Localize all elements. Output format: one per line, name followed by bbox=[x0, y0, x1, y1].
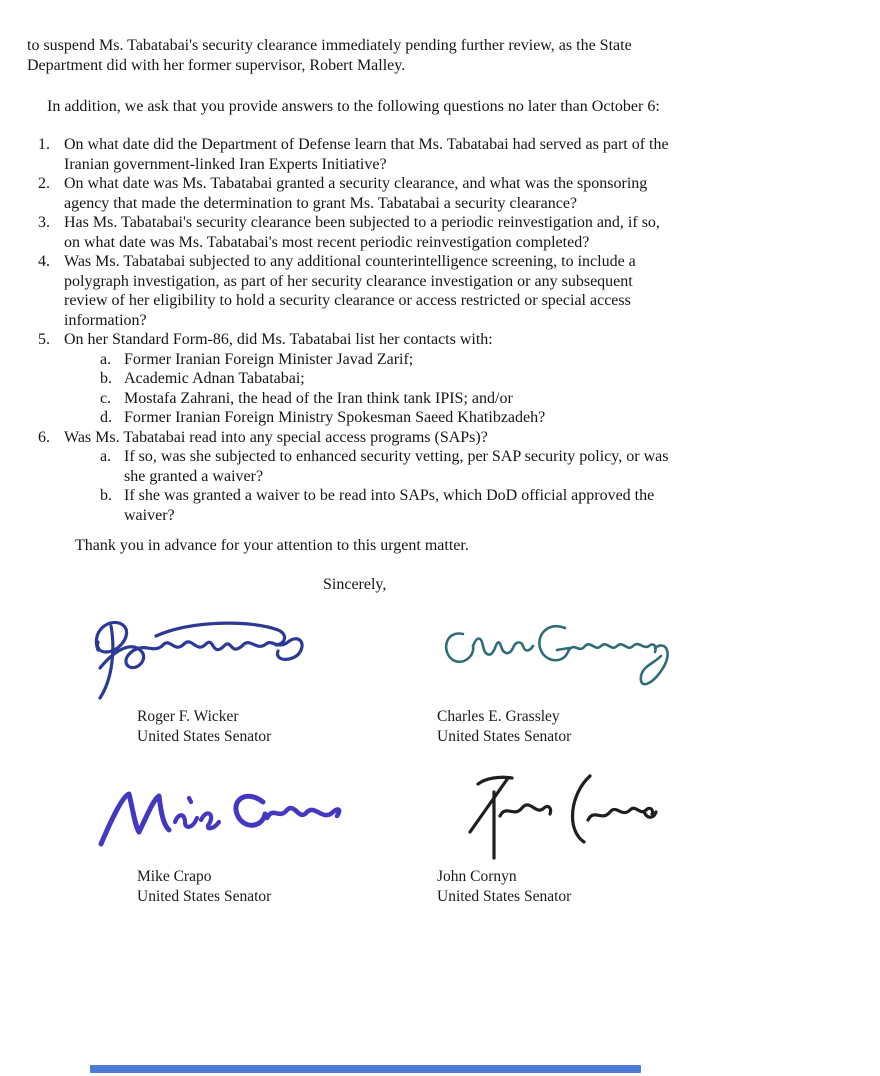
question-5d bbox=[100, 408, 728, 428]
grassley-signature-image bbox=[433, 618, 685, 706]
question-line: Was Ms. Tabatabai read into any special access programs (SAPs)? bbox=[64, 428, 488, 446]
sub-question-letter: b. bbox=[100, 370, 112, 387]
question-5b bbox=[100, 369, 728, 389]
question-line: waiver? bbox=[124, 506, 175, 524]
closing-paragraph: Thank you in advance for your attention to this urgent matter. bbox=[75, 537, 469, 554]
sub-question-letter: c. bbox=[100, 389, 112, 407]
question-line: Former Iranian Foreign Minister Javad Zarif; bbox=[124, 350, 414, 368]
question-line: On her Standard Form-86, did Ms. Tabatabai list her contacts with: bbox=[64, 331, 493, 348]
question-number: 5. bbox=[38, 331, 50, 348]
wicker-signature-image bbox=[70, 612, 314, 704]
crapo-signature-image bbox=[93, 780, 345, 862]
question-number: 4. bbox=[38, 253, 50, 270]
question-6b bbox=[100, 486, 728, 525]
sub-question-letter: a. bbox=[100, 448, 112, 465]
question-3 bbox=[38, 213, 728, 252]
question-line: Has Ms. Tabatabai's security clearance been subjected to a periodic reinvestigation and, if so, bbox=[64, 214, 660, 231]
signer-name: Mike Crapo bbox=[137, 868, 212, 885]
question-line: on what date was Ms. Tabatabai's most recent periodic reinvestigation completed? bbox=[64, 233, 590, 251]
question-5a bbox=[100, 350, 728, 370]
question-5 bbox=[38, 330, 728, 350]
video-progress-bar[interactable] bbox=[90, 1065, 641, 1073]
question-line: On what date did the Department of Defense learn that Ms. Tabatabai had served as part of the bbox=[64, 136, 669, 153]
question-4 bbox=[38, 252, 728, 330]
opening-paragraph bbox=[27, 36, 837, 76]
question-5c bbox=[100, 389, 728, 409]
signer-title: United States Senator bbox=[137, 887, 272, 905]
question-line: polygraph investigation, as part of her security clearance investigation or any subsequent bbox=[64, 272, 633, 290]
intro-paragraph bbox=[47, 97, 847, 117]
valediction: Sincerely, bbox=[323, 576, 387, 593]
sub-question-letter: d. bbox=[100, 409, 112, 426]
question-list bbox=[38, 135, 728, 525]
question-2 bbox=[38, 174, 728, 213]
question-line: Mostafa Zahrani, the head of the Iran think tank IPIS; and/or bbox=[124, 389, 513, 407]
sub-question-letter: a. bbox=[100, 350, 112, 368]
question-6a bbox=[100, 447, 728, 486]
paragraph-line: In addition, we ask that you provide answers to the following questions no later than October 6: bbox=[47, 98, 660, 115]
question-1 bbox=[38, 135, 728, 174]
question-line: If so, was she subjected to enhanced security vetting, per SAP security policy, or was bbox=[124, 448, 669, 465]
question-line: she granted a waiver? bbox=[124, 467, 264, 485]
crapo-name-block bbox=[137, 867, 271, 906]
question-line: information? bbox=[64, 311, 147, 329]
signer-name: Charles E. Grassley bbox=[437, 708, 560, 725]
wicker-name-block bbox=[137, 707, 271, 746]
question-line: If she was granted a waiver to be read into SAPs, which DoD official approved the bbox=[124, 487, 655, 504]
grassley-name-block bbox=[437, 707, 571, 746]
signer-name: John Cornyn bbox=[437, 868, 517, 885]
signer-title: United States Senator bbox=[137, 727, 272, 745]
question-6 bbox=[38, 428, 728, 448]
question-line: Was Ms. Tabatabai subjected to any additional counterintelligence screening, to include a bbox=[64, 253, 636, 270]
question-line: Former Iranian Foreign Ministry Spokesman Saeed Khatibzadeh? bbox=[124, 409, 546, 426]
signer-name: Roger F. Wicker bbox=[137, 708, 239, 725]
question-line: review of her eligibility to hold a security clearance or access restricted or special access bbox=[64, 292, 631, 309]
paragraph-line: to suspend Ms. Tabatabai's security clearance immediately pending further review, as the State bbox=[27, 37, 632, 54]
cornyn-signature-image bbox=[448, 768, 660, 870]
question-number: 6. bbox=[38, 428, 50, 446]
question-line: agency that made the determination to grant Ms. Tabatabai a security clearance? bbox=[64, 194, 578, 212]
signer-title: United States Senator bbox=[437, 887, 572, 905]
paragraph-line: Department did with her former supervisor, Robert Malley. bbox=[27, 57, 406, 74]
cornyn-name-block bbox=[437, 867, 571, 906]
question-number: 1. bbox=[38, 136, 50, 153]
question-number: 3. bbox=[38, 214, 50, 231]
question-line: Academic Adnan Tabatabai; bbox=[124, 370, 305, 387]
signer-title: United States Senator bbox=[437, 727, 572, 745]
sub-question-letter: b. bbox=[100, 487, 112, 504]
question-number: 2. bbox=[38, 175, 50, 192]
question-line: Iranian government-linked Iran Experts Initiative? bbox=[64, 155, 387, 173]
question-line: On what date was Ms. Tabatabai granted a security clearance, and what was the sponsoring bbox=[64, 175, 648, 192]
